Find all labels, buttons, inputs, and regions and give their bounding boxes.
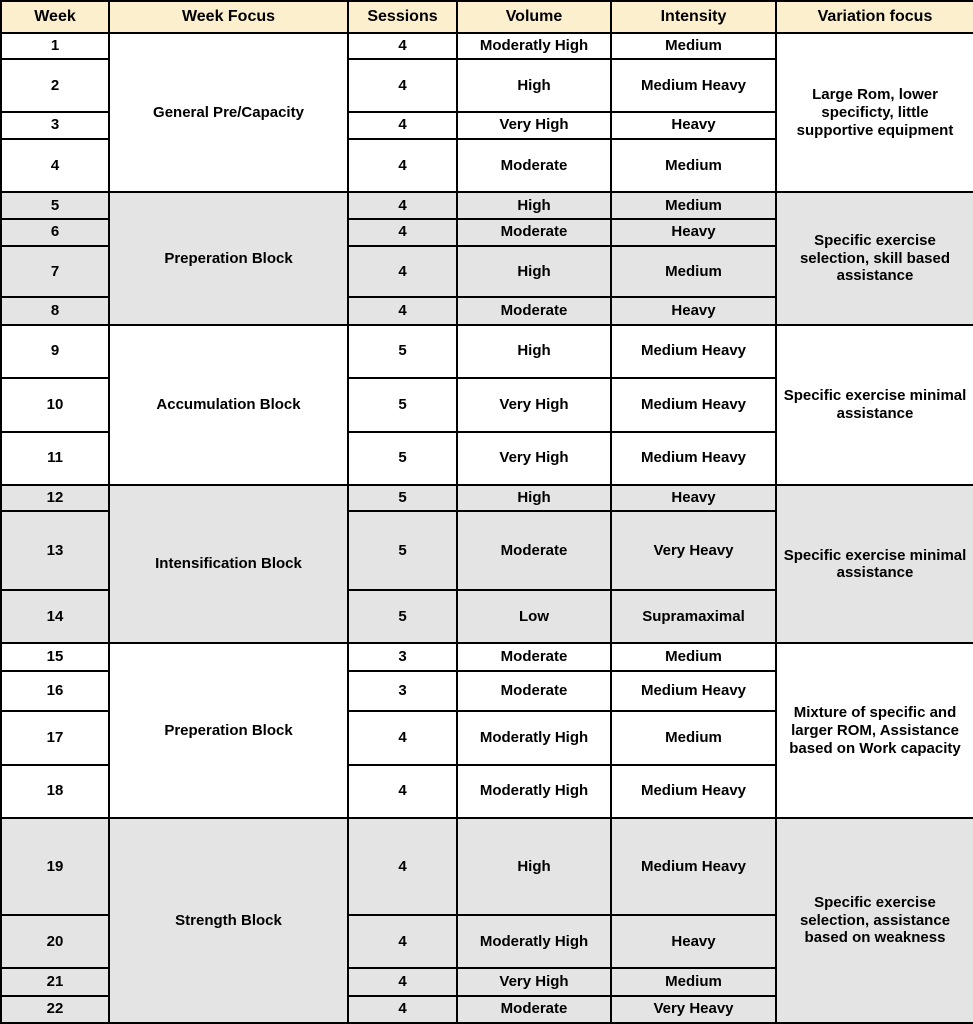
cell-intensity: Medium [611,139,776,192]
cell-sessions: 4 [348,765,457,818]
cell-week: 8 [1,297,109,324]
cell-week: 10 [1,378,109,431]
cell-intensity: Medium Heavy [611,432,776,485]
cell-intensity: Medium Heavy [611,671,776,711]
cell-sessions: 5 [348,378,457,431]
table-row [1,485,973,511]
cell-week: 20 [1,915,109,968]
cell-volume: High [457,246,611,297]
cell-week: 16 [1,671,109,711]
cell-week: 15 [1,643,109,670]
cell-sessions: 4 [348,192,457,218]
cell-week: 17 [1,711,109,764]
cell-week: 6 [1,219,109,246]
cell-intensity: Medium [611,711,776,764]
table-row [1,818,973,915]
cell-intensity: Medium [611,192,776,218]
cell-intensity: Medium Heavy [611,378,776,431]
cell-sessions: 5 [348,432,457,485]
column-header-volume: Volume [457,1,611,33]
cell-intensity: Medium Heavy [611,325,776,378]
cell-intensity: Very Heavy [611,511,776,590]
table-row [1,325,973,378]
cell-week-focus: General Pre/Capacity [109,33,348,192]
cell-volume: Very High [457,112,611,139]
cell-week: 22 [1,996,109,1023]
table-row [1,192,973,218]
cell-week: 14 [1,590,109,643]
cell-volume: High [457,192,611,218]
cell-intensity: Medium [611,33,776,59]
cell-volume: High [457,485,611,511]
cell-week: 19 [1,818,109,915]
cell-week-focus: Strength Block [109,818,348,1023]
cell-week: 3 [1,112,109,139]
cell-sessions: 4 [348,246,457,297]
cell-variation-focus: Specific exercise minimal assistance [776,325,973,485]
cell-sessions: 4 [348,33,457,59]
column-header-intensity: Intensity [611,1,776,33]
column-header-sessions: Sessions [348,1,457,33]
column-header-week-focus: Week Focus [109,1,348,33]
cell-week: 11 [1,432,109,485]
cell-variation-focus: Mixture of specific and larger ROM, Assistance based on Work capacity [776,643,973,818]
cell-sessions: 5 [348,511,457,590]
cell-volume: Moderate [457,139,611,192]
cell-week: 21 [1,968,109,995]
cell-volume: Very High [457,968,611,995]
cell-volume: Moderatly High [457,33,611,59]
cell-sessions: 4 [348,996,457,1023]
table-header [1,1,973,33]
header-row [1,1,973,33]
cell-week: 4 [1,139,109,192]
cell-sessions: 3 [348,671,457,711]
cell-week: 18 [1,765,109,818]
cell-intensity: Medium Heavy [611,765,776,818]
cell-volume: Moderate [457,643,611,670]
cell-week-focus: Preperation Block [109,643,348,818]
column-header-week: Week [1,1,109,33]
cell-intensity: Medium [611,968,776,995]
cell-intensity: Heavy [611,485,776,511]
cell-intensity: Heavy [611,915,776,968]
cell-sessions: 4 [348,139,457,192]
cell-intensity: Heavy [611,112,776,139]
cell-sessions: 4 [348,711,457,764]
cell-intensity: Medium Heavy [611,818,776,915]
cell-week: 9 [1,325,109,378]
cell-volume: Moderate [457,996,611,1023]
cell-intensity: Very Heavy [611,996,776,1023]
cell-week: 7 [1,246,109,297]
cell-week: 13 [1,511,109,590]
cell-week-focus: Preperation Block [109,192,348,324]
cell-sessions: 4 [348,915,457,968]
cell-sessions: 4 [348,219,457,246]
cell-week: 5 [1,192,109,218]
cell-sessions: 3 [348,643,457,670]
cell-sessions: 4 [348,968,457,995]
cell-volume: Very High [457,378,611,431]
cell-variation-focus: Large Rom, lower specificty, little supportive equipment [776,33,973,192]
cell-volume: High [457,325,611,378]
cell-volume: Moderatly High [457,711,611,764]
cell-intensity: Heavy [611,297,776,324]
cell-volume: High [457,818,611,915]
cell-variation-focus: Specific exercise selection, skill based assistance [776,192,973,324]
cell-volume: Moderate [457,671,611,711]
cell-variation-focus: Specific exercise minimal assistance [776,485,973,643]
cell-volume: Very High [457,432,611,485]
cell-volume: Moderatly High [457,765,611,818]
cell-intensity: Medium [611,246,776,297]
cell-sessions: 4 [348,59,457,111]
cell-sessions: 5 [348,485,457,511]
table-row [1,33,973,59]
cell-volume: Moderate [457,511,611,590]
cell-variation-focus: Specific exercise selection, assistance based on weakness [776,818,973,1023]
cell-volume: Low [457,590,611,643]
cell-sessions: 4 [348,818,457,915]
cell-sessions: 4 [348,297,457,324]
cell-volume: Moderate [457,297,611,324]
cell-intensity: Supramaximal [611,590,776,643]
cell-sessions: 5 [348,325,457,378]
cell-volume: High [457,59,611,111]
cell-sessions: 5 [348,590,457,643]
cell-intensity: Heavy [611,219,776,246]
cell-sessions: 4 [348,112,457,139]
column-header-variation-focus: Variation focus [776,1,973,33]
cell-week-focus: Intensification Block [109,485,348,643]
table-row [1,643,973,670]
cell-volume: Moderate [457,219,611,246]
cell-week: 12 [1,485,109,511]
cell-week: 1 [1,33,109,59]
cell-intensity: Medium [611,643,776,670]
cell-week: 2 [1,59,109,111]
table-body [1,33,973,1023]
cell-volume: Moderatly High [457,915,611,968]
cell-intensity: Medium Heavy [611,59,776,111]
cell-week-focus: Accumulation Block [109,325,348,485]
